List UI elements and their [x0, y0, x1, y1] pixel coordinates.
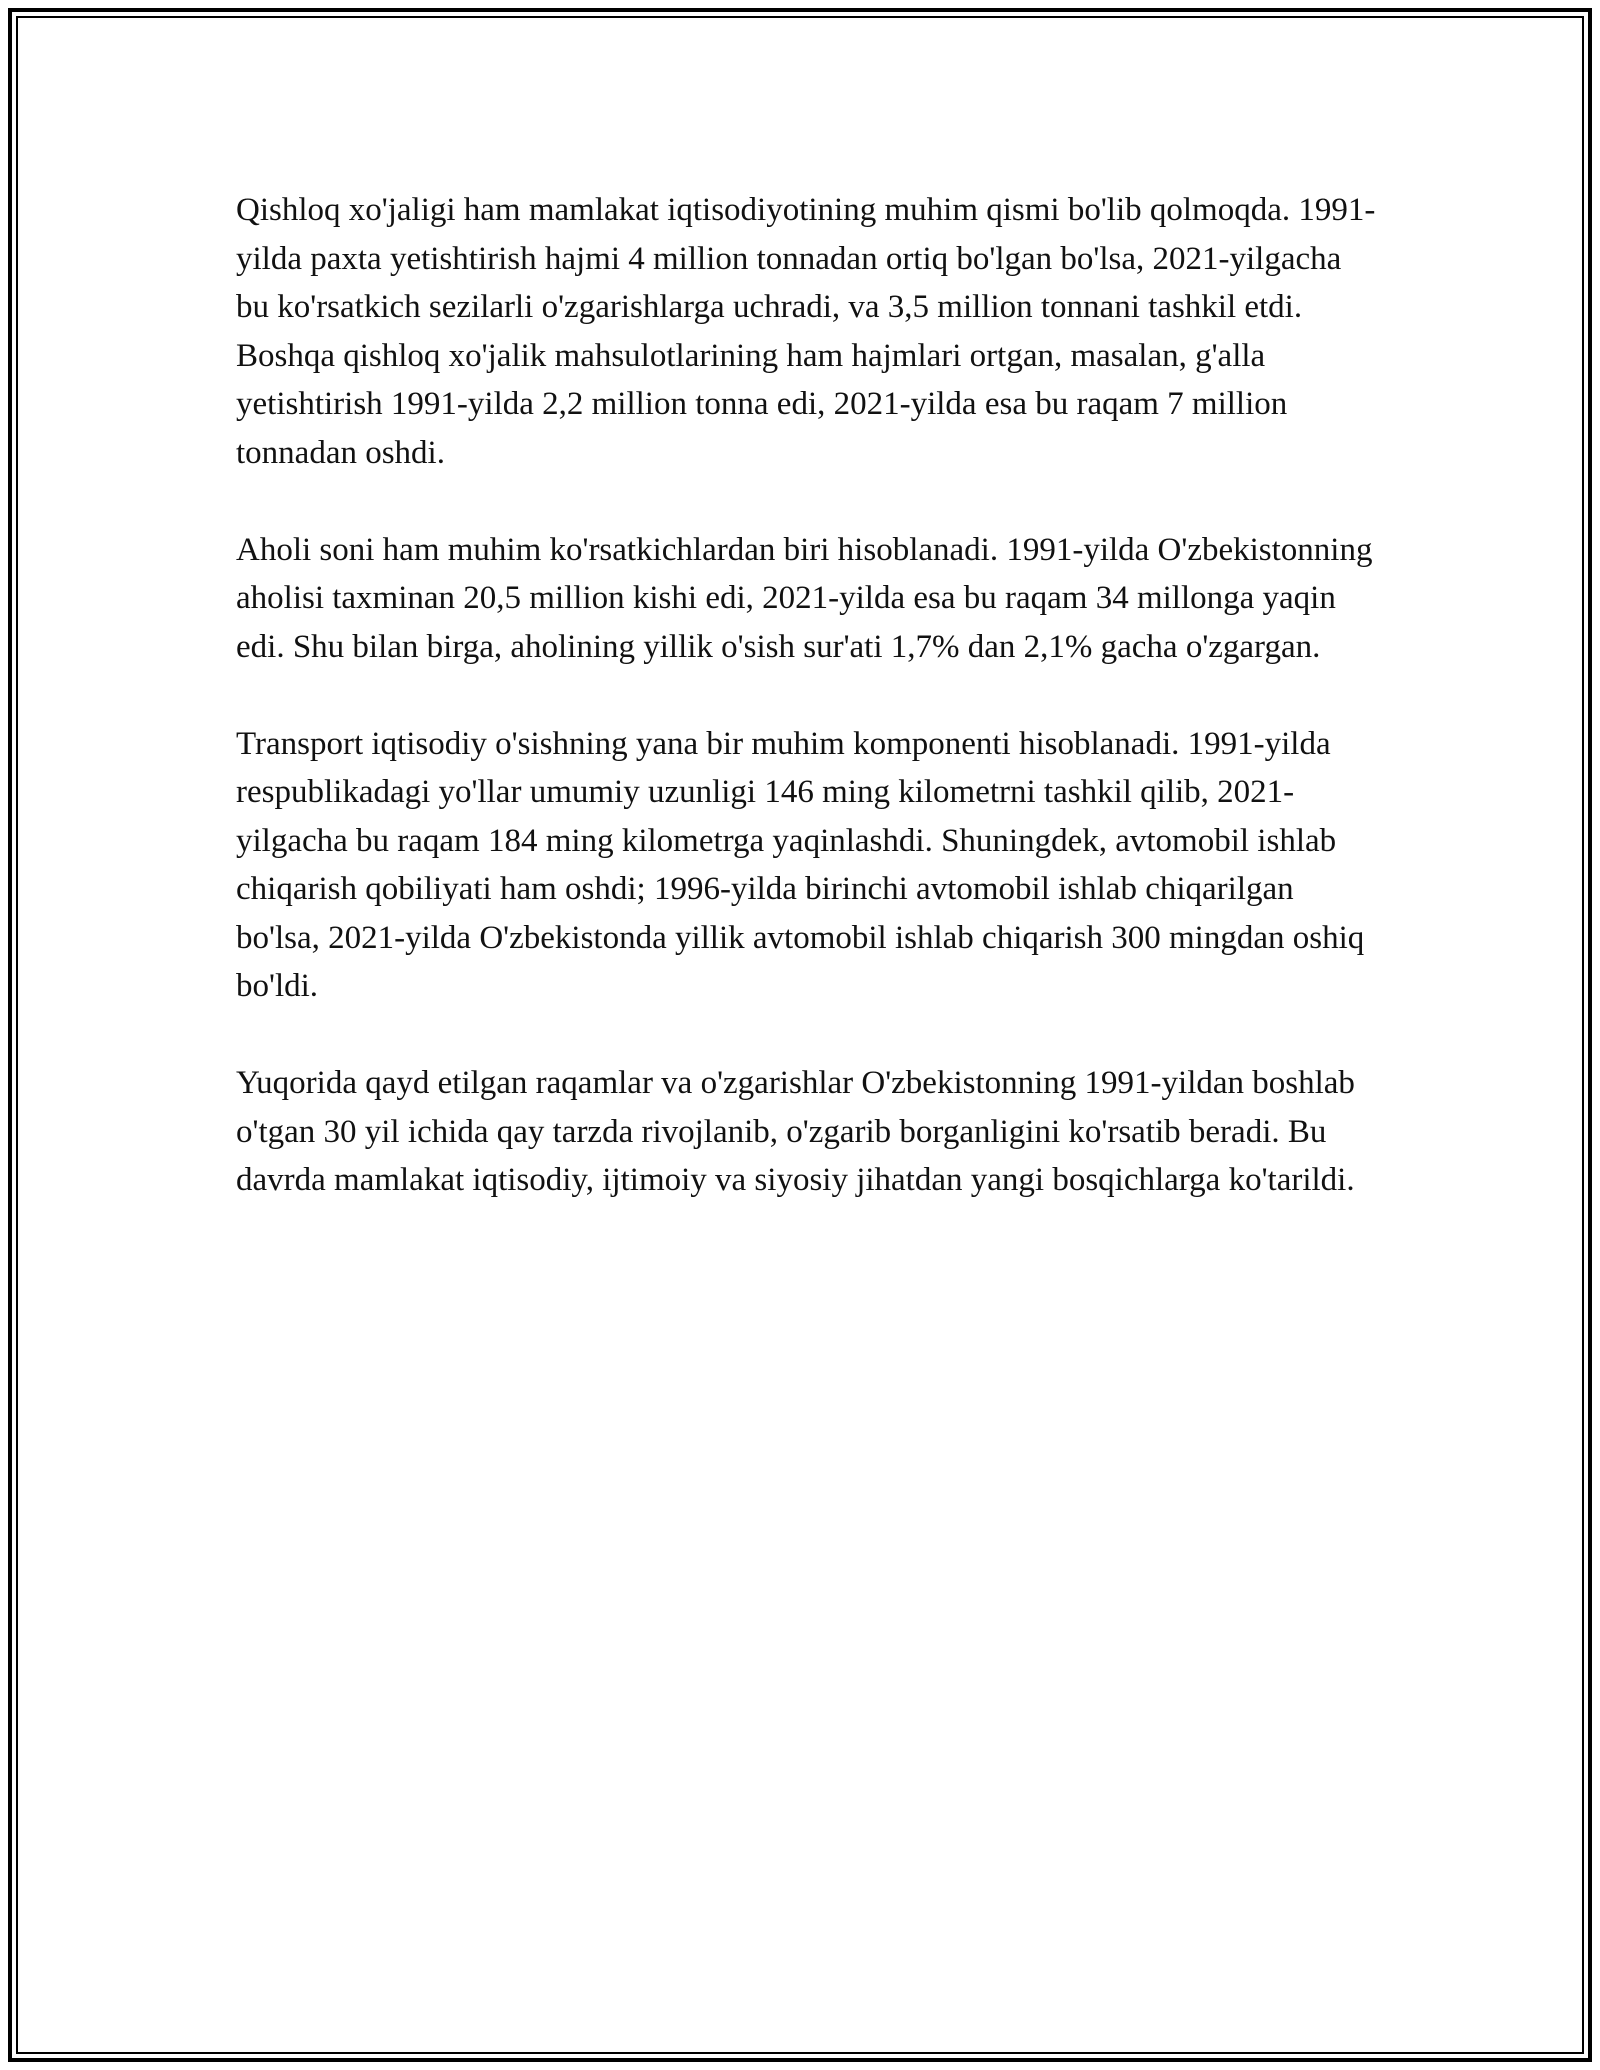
- paragraph-population: Aholi soni ham muhim ko'rsatkichlardan biri hisoblanadi. 1991-yilda O'zbekistonning aholisi taxminan 20,5 million kishi edi, 2021-yilda esa bu raqam 34 millonga yaqin edi. Shu bilan birga, aholining yillik o'sish sur'ati 1,7% dan 2,1% gacha o'zgargan.: [236, 531, 1373, 665]
- paragraph-agriculture: Qishloq xo'jaligi ham mamlakat iqtisodiyotining muhim qismi bo'lib qolmoqda. 1991-yilda paxta yetishtirish hajmi 4 million tonnadan ortiq bo'lgan bo'lsa, 2021-yilgacha bu ko'rsatkich sezilarli o'zgarishlarga uchradi, va 3,5 million tonnani tashkil etdi. Boshqa qishloq xo'jalik mahsulotlarining ham hajmlari ortgan, masalan, g'alla yetishtirish 1991-yilda 2,2 million tonna edi, 2021-yilda esa bu raqam 7 million tonnadan oshdi.: [236, 192, 1376, 471]
- paragraph-transport: Transport iqtisodiy o'sishning yana bir muhim komponenti hisoblanadi. 1991-yilda respublikadagi yo'llar umumiy uzunligi 146 ming kilometrni tashkil qilib, 2021-yilgacha bu raqam 184 ming kilometrga yaqinlashdi. Shuningdek, avtomobil ishlab chiqarish qobiliyati ham oshdi; 1996-yilda birinchi avtomobil ishlab chiqarilgan bo'lsa, 2021-yilda O'zbekistonda yillik avtomobil ishlab chiqarish 300 mingdan oshiq bo'ldi.: [236, 725, 1365, 1004]
- document-body: [236, 186, 1376, 1253]
- paragraph-conclusion: Yuqorida qayd etilgan raqamlar va o'zgarishlar O'zbekistonning 1991-yildan boshlab o'tgan 30 yil ichida qay tarzda rivojlanib, o'zgarib borganligini ko'rsatib beradi. Bu davrda mamlakat iqtisodiy, ijtimoiy va siyosiy jihatdan yangi bosqichlarga ko'tarildi.: [236, 1065, 1355, 1198]
